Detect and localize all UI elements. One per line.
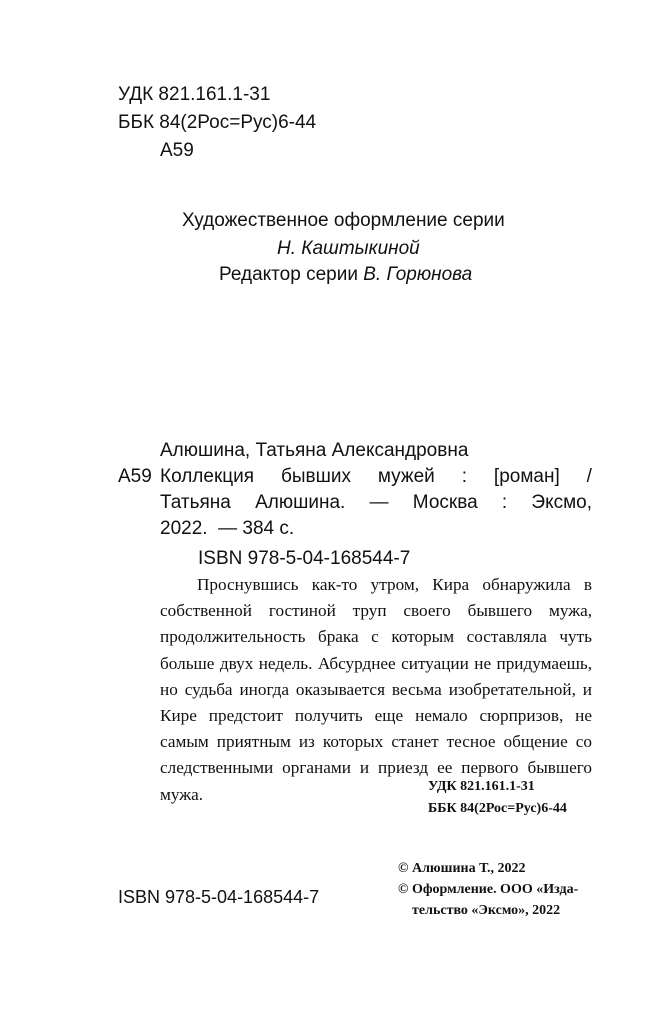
udk-code-top: УДК 821.161.1-31 [118,84,271,105]
title-word: Эксмо, [531,492,592,513]
record-title-line-2 [160,490,592,516]
title-word: / [586,466,592,487]
record-imprint: 2022. — 384 с. [160,518,295,539]
record-title-line-1 [160,464,592,490]
title-word: Коллекция [160,466,255,487]
title-word: бывших [280,466,351,487]
design-credit-label: Художественное оформление серии [182,210,505,231]
title-word: мужей [377,466,435,487]
bbk-code-bottom: ББК 84(2Рос=Рус)6-44 [428,801,567,816]
annotation-text: Проснувшись как-то утром, Кира обнаружила в собственной гостиной труп своего бывшего мужа, продолжительность брака с которым составляла чуть больше двух недель. Абсурднее ситуации не придумаешь, но судьба иногда оказывается весьма изобретательной, и Кире предстоит получить еще немало сюрпризов, не самым приятным из которых станет тесное общение со следственными органами и приезд ее первого бывшего мужа. [160,575,592,804]
title-word: : [501,492,508,513]
udk-code-bottom: УДК 821.161.1-31 [428,779,535,794]
title-word: Москва [412,492,478,513]
record-isbn: ISBN 978-5-04-168544-7 [198,548,411,569]
title-word: Алюшина. [255,492,346,513]
copyright-line-2: © Оформление. ООО «Изда- [398,882,579,897]
title-word: Татьяна [160,492,231,513]
copyright-line-3: тельство «Эксмо», 2022 [412,903,561,918]
record-author: Алюшина, Татьяна Александровна [160,440,469,461]
author-mark: А59 [160,140,194,161]
editor-label: Редактор серии [219,264,358,285]
editor-credit [219,262,472,288]
record-code: А59 [118,466,152,487]
title-word: [роман] [493,466,560,487]
editor-name: В. Горюнова [363,264,473,285]
title-word: — [369,492,389,513]
isbn-bottom: ISBN 978-5-04-168544-7 [118,887,320,907]
title-word: : [461,466,467,487]
bbk-code-top: ББК 84(2Рос=Рус)6-44 [118,112,317,133]
copyright-line-1: © Алюшина Т., 2022 [398,861,526,876]
designer-name: Н. Каштыкиной [277,238,420,259]
